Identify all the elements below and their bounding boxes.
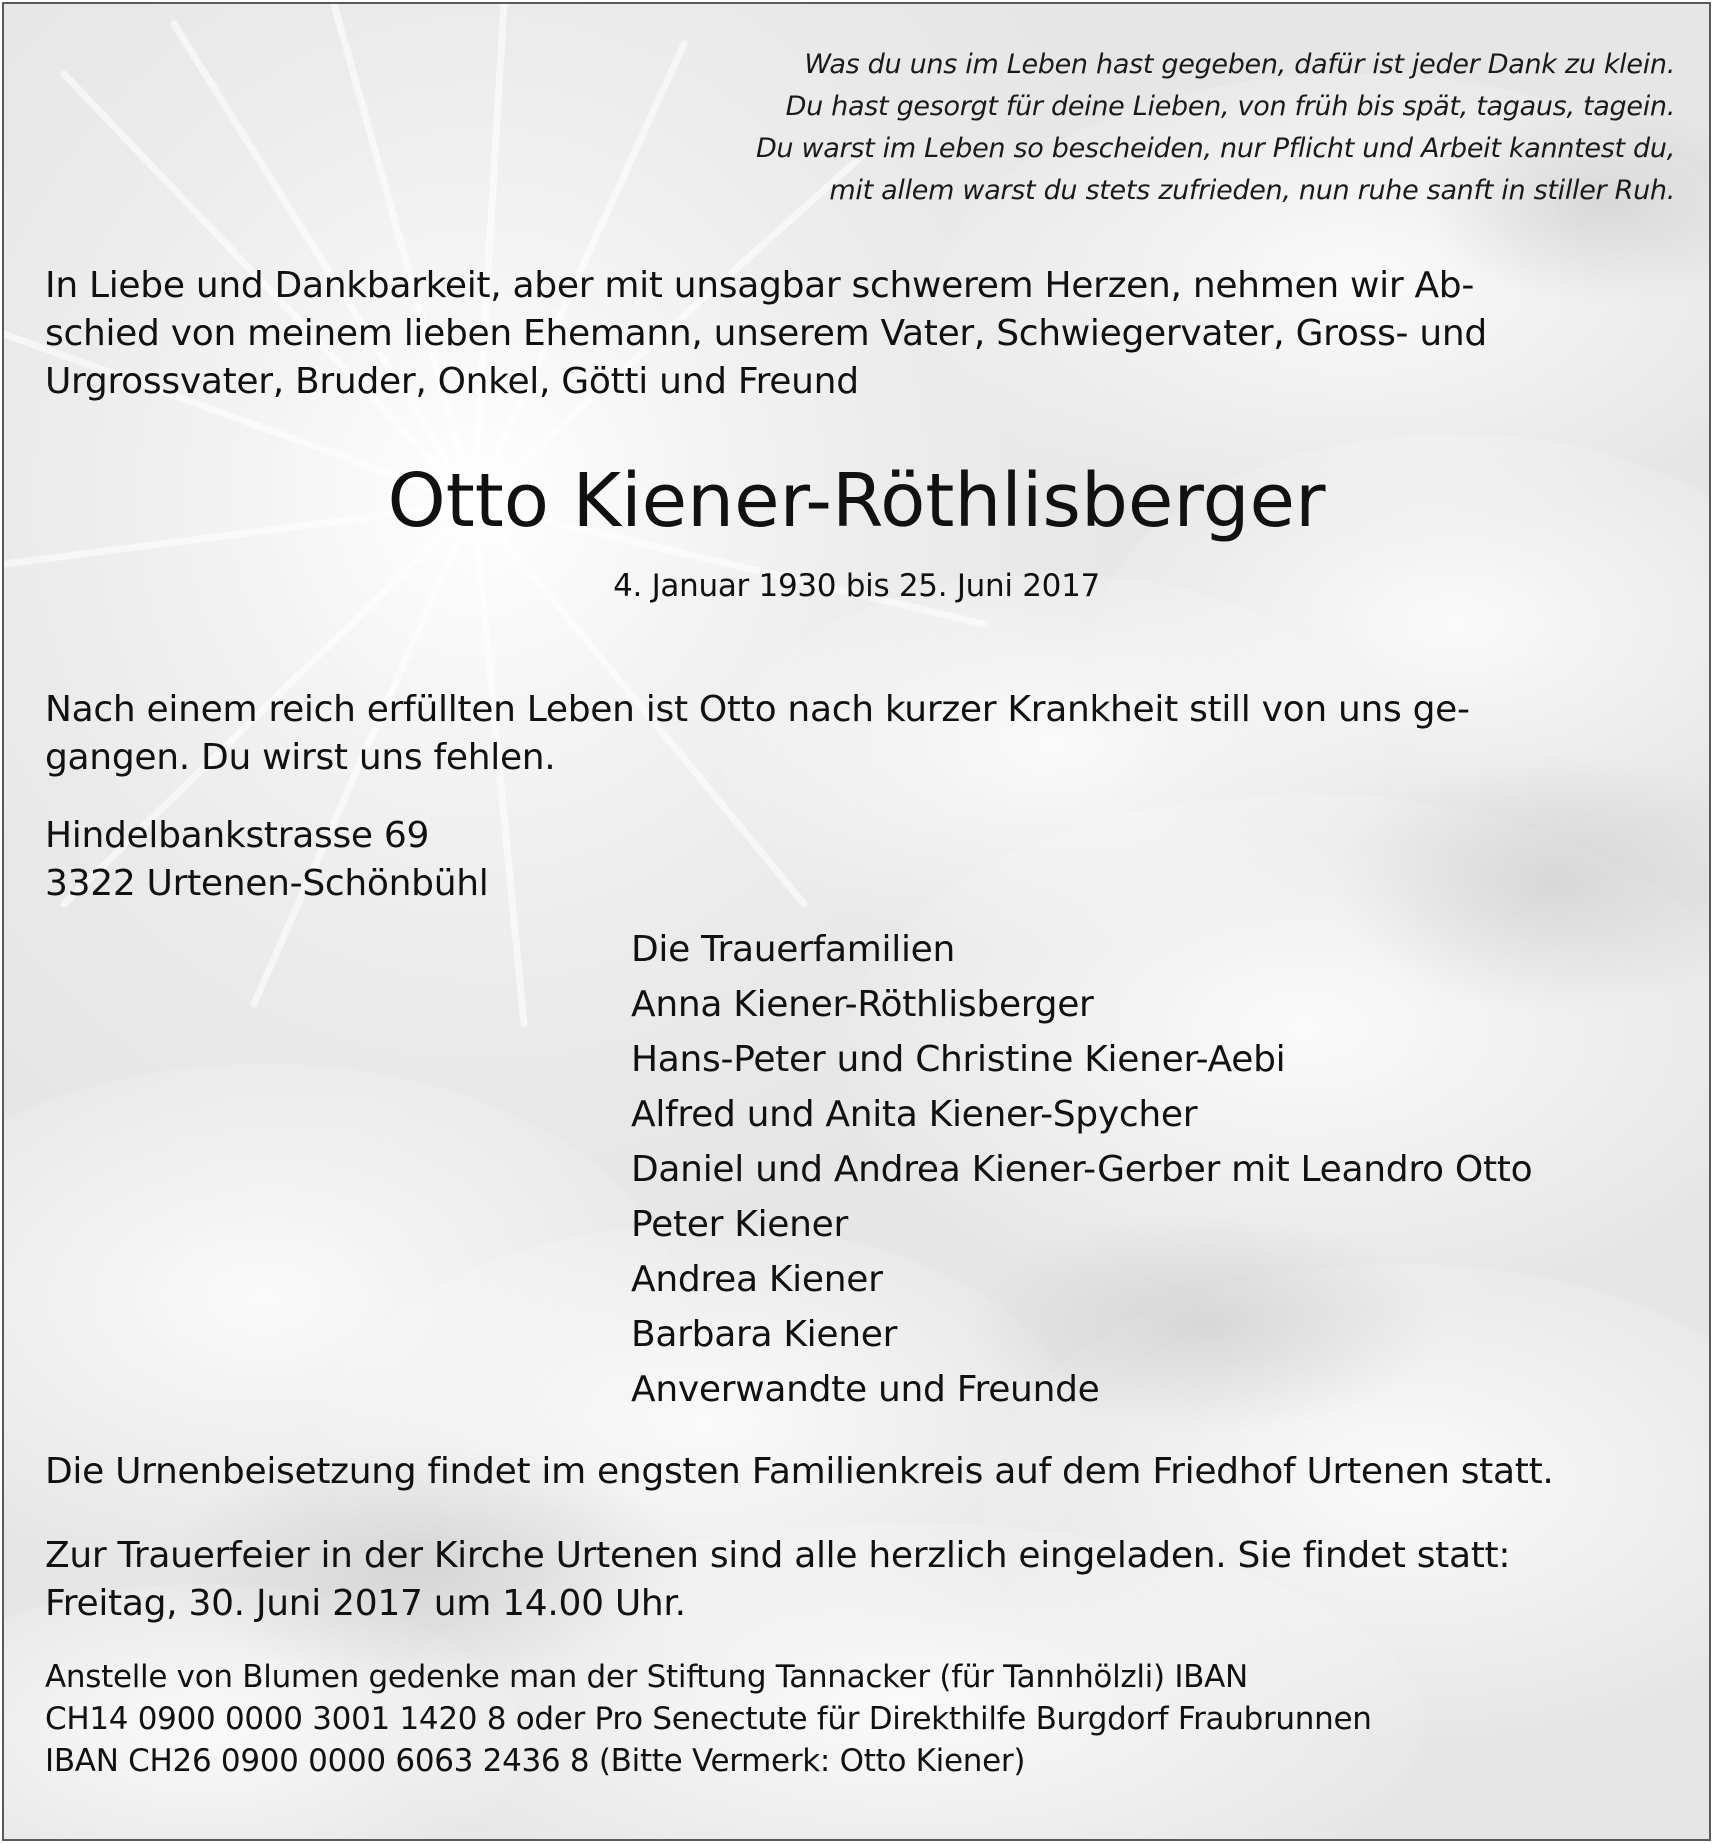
verse-line: Du hast gesorgt für deine Lieben, von früh bis spät, tagaus, tagein.: [785, 91, 1675, 122]
mourner-name: Andrea Kiener: [631, 1259, 883, 1300]
passing-line: Nach einem reich erfüllten Leben ist Otto nach kurzer Krankheit still von uns ge-: [45, 689, 1470, 730]
verse-line: Was du uns im Leben hast gegeben, dafür ist jeder Dank zu klein.: [804, 49, 1675, 80]
address-city: 3322 Urtenen-Schönbühl: [45, 863, 489, 904]
service-notice: [45, 1532, 1510, 1628]
mourner-name: Barbara Kiener: [631, 1314, 898, 1355]
mourner-name: Hans-Peter und Christine Kiener-Aebi: [631, 1039, 1286, 1080]
mourner-name: Anna Kiener-Röthlisberger: [631, 984, 1094, 1025]
intro-line: schied von meinem lieben Ehemann, unserem Vater, Schwiegervater, Gross- und: [45, 313, 1487, 354]
mourner-name: Daniel und Andrea Kiener-Gerber mit Leandro Otto: [631, 1149, 1533, 1190]
life-dates: 4. Januar 1930 bis 25. Juni 2017: [613, 568, 1100, 604]
passing-paragraph: [45, 686, 1470, 782]
service-line: Zur Trauerfeier in der Kirche Urtenen sind alle herzlich eingeladen. Sie findet statt:: [45, 1535, 1511, 1576]
donation-line: CH14 0900 0000 3001 1420 8 oder Pro Senectute für Direkthilfe Burgdorf Fraubrunnen: [45, 1701, 1372, 1737]
donation-line: Anstelle von Blumen gedenke man der Stiftung Tannacker (für Tannhölzli) IBAN: [45, 1659, 1248, 1695]
intro-line: Urgrossvater, Bruder, Onkel, Götti und Freund: [45, 361, 859, 402]
mourner-heading: Die Trauerfamilien: [631, 929, 956, 970]
memorial-verse: [756, 44, 1675, 212]
family-address: [45, 812, 488, 908]
verse-line: mit allem warst du stets zufrieden, nun ruhe sanft in stiller Ruh.: [829, 175, 1675, 206]
mourner-name: Alfred und Anita Kiener-Spycher: [631, 1094, 1198, 1135]
donation-line: IBAN CH26 0900 0000 6063 2436 8 (Bitte Vermerk: Otto Kiener): [45, 1743, 1026, 1779]
mourner-name: Peter Kiener: [631, 1204, 849, 1245]
burial-notice: Die Urnenbeisetzung findet im engsten Familienkreis auf dem Friedhof Urtenen statt.: [45, 1451, 1554, 1492]
address-street: Hindelbankstrasse 69: [45, 815, 430, 856]
mourners-list: [631, 922, 1532, 1417]
verse-line: Du warst im Leben so bescheiden, nur Pflicht und Arbeit kanntest du,: [755, 133, 1675, 164]
intro-line: In Liebe und Dankbarkeit, aber mit unsagbar schwerem Herzen, nehmen wir Ab-: [45, 265, 1475, 306]
donation-notice: [45, 1656, 1372, 1782]
obituary-notice: [2, 2, 1711, 1841]
mourner-name: Anverwandte und Freunde: [631, 1369, 1100, 1410]
service-datetime: Freitag, 30. Juni 2017 um 14.00 Uhr.: [45, 1583, 686, 1624]
passing-line: gangen. Du wirst uns fehlen.: [45, 737, 556, 778]
intro-paragraph: [45, 262, 1487, 406]
deceased-name: Otto Kiener-Röthlisberger: [387, 458, 1326, 544]
